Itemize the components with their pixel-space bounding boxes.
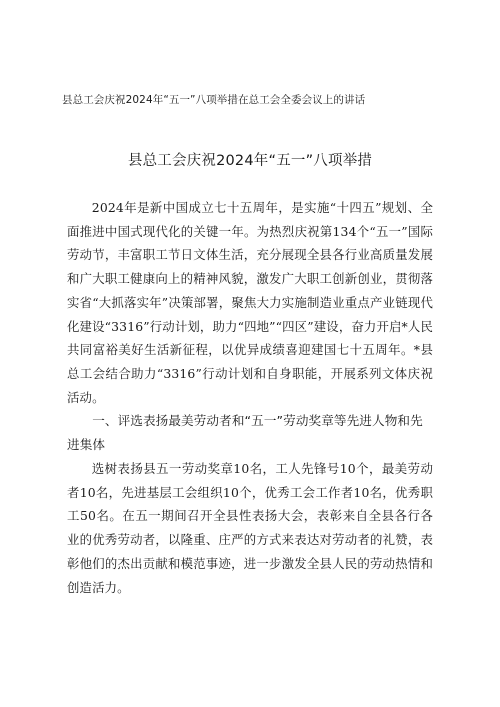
section-1-heading: 一、评选表扬最美劳动者和“五一”劳动奖章等先进人物和先进集体 — [67, 413, 423, 452]
document-title: 县总工会庆祝2024年“五一”八项举措 — [127, 153, 373, 169]
intro-paragraph: 2024年是新中国成立七十五周年，是实施“十四五”规划、全面推进中国式现代化的关键一年。为热烈庆祝第134个“五一”国际劳动节，丰富职工节日文体生活，充分展现全县各行业高质量发展和广大职工健康向上的精神风貌，激发广大职工创新创业，贯彻落实省“大抓落实年”决策部署，聚焦大力实施制造业重点产业链现代化建设“3316”行动计划，助力“四地”“四区”建设，奋力开启*人民共同富裕美好生活新征程，以优异成绩喜迎建国七十五周年。*县总工会结合助力“3316”行动计划和自身职能，开展系列文体庆祝活动。 — [67, 200, 433, 405]
section-1-paragraph: 选树表扬县五一劳动奖章10名，工人先锋号10个，最美劳动者10名，先进基层工会组织10个，优秀工会工作者10名，优秀职工50名。在五一期间召开全县性表扬大会，表彰来自全县各行各业的优秀劳动者，以隆重、庄严的方式来表达对劳动者的礼赞，表彰他们的杰出贡献和模范事迹，进一步激发全县人民的劳动热情和创造活力。 — [67, 461, 433, 595]
running-header: 县总工会庆祝2024年“五一”八项举措在总工会全委会议上的讲话 — [62, 94, 366, 106]
